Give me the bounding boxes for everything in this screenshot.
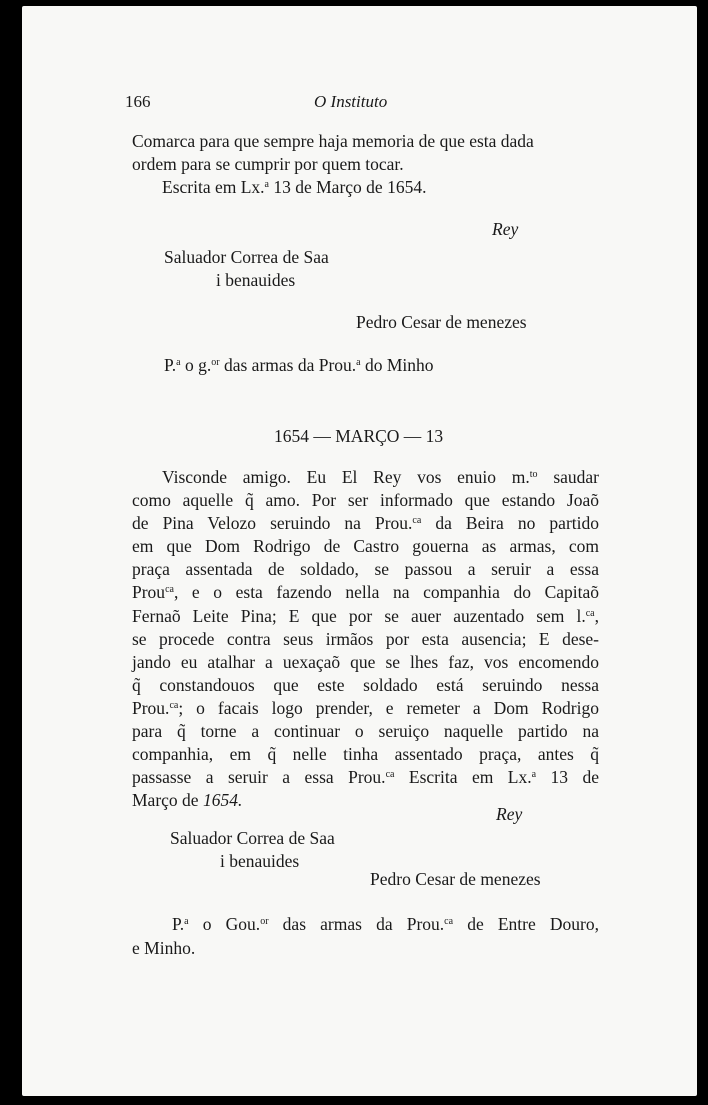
address-line: P.$^a$ o g.$^{or}$ das armas da Prou.$^a$ do Minho: [164, 355, 434, 375]
signatory-name: Pedro Cesar de menezes: [370, 869, 541, 889]
text-line: ordem para se cumprir por quem tocar.: [132, 154, 404, 174]
text-line: em que Dom Rodrigo de Castro gouerna as armas, com: [132, 536, 599, 557]
text-line: Prou.$^{ca}$; o facais logo prender, e remeter a Dom Rodrigo: [132, 697, 599, 718]
text-line: para q̃ torne a continuar o seruiço naquelle partido na: [132, 721, 599, 742]
running-title: O Instituto: [314, 92, 388, 111]
page-number: 166: [125, 92, 151, 111]
address-line: P.$^a$ o Gou.$^{or}$ das armas da Prou.$^{ca}$ de Entre Douro,: [172, 914, 599, 934]
text-line: companhia, em q̃ nelle tinha assentado praça, antes q̃: [132, 744, 599, 765]
rey-signature: Rey: [496, 804, 523, 824]
signatory-name: Pedro Cesar de menezes: [356, 312, 527, 332]
rey-signature: Rey: [492, 219, 519, 239]
text-line: q̃ constandouos que este soldado está seruindo nessa: [132, 674, 599, 695]
text-line: Comarca para que sempre haja memoria de que esta dada: [132, 131, 534, 151]
date-line: Escrita em Lx.$^a$ 13 de Março de 1654.: [162, 177, 427, 197]
section-heading: 1654 — MARÇO — 13: [274, 426, 444, 446]
text-line: passasse a seruir a essa Prou.$^{ca}$ Escrita em Lx.$^a$ 13 de: [132, 767, 599, 788]
text-line: Março de 1654.: [132, 790, 243, 811]
text-line: jando eu atalhar a uexaçaõ que se lhes faz, vos encomendo: [132, 651, 599, 672]
signatory-name: Saluador Correa de Saa: [164, 247, 329, 267]
text-line: Visconde amigo. Eu El Rey vos enuio m.$^{to}$ saudar: [162, 467, 599, 487]
book-page: [22, 6, 697, 1096]
letter-body: [132, 466, 599, 812]
text-line: praça assentada de soldado, se passou a seruir a essa: [132, 559, 599, 580]
signatory-name: i benauides: [216, 270, 296, 290]
signatory-name: Saluador Correa de Saa: [170, 828, 335, 848]
text-line: se procede contra seus irmãos por esta ausencia; E dese-: [132, 628, 599, 649]
text-line: como aquelle q̃ amo. Por ser informado que estando Joaõ: [132, 490, 599, 511]
address-line: e Minho.: [132, 938, 196, 958]
text-line: Fernaõ Leite Pina; E que por se auer auzentado sem l.$^{ca}$,: [132, 605, 599, 626]
signatory-name: i benauides: [220, 851, 300, 871]
text-line: Prou$^{ca}$, e o esta fazendo nella na companhia do Capitaõ: [132, 582, 599, 603]
text-line: de Pina Velozo seruindo na Prou.$^{ca}$ da Beira no partido: [132, 513, 599, 534]
